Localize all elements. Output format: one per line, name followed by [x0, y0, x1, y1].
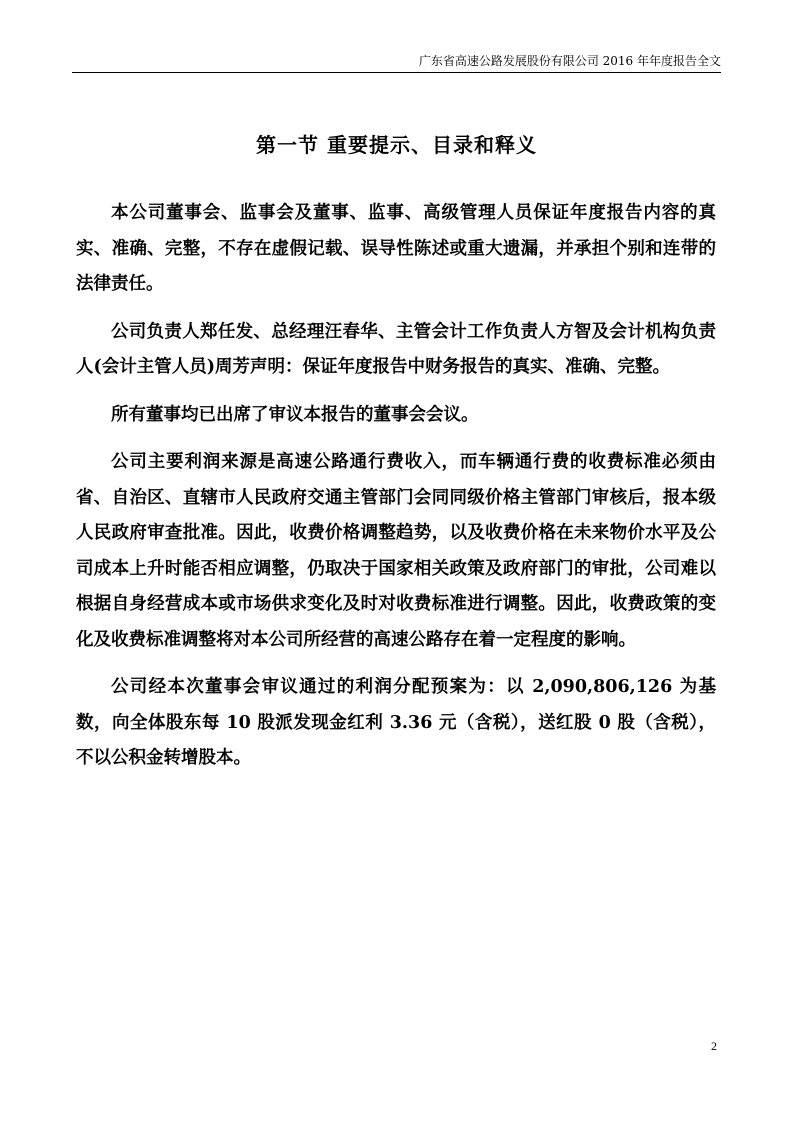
paragraph-declaration: 公司负责人郑任发、总经理汪春华、主管会计工作负责人方智及会计机构负责人(会计主管人员)周芳声明：保证年度报告中财务报告的真实、准确、完整。 [76, 321, 716, 377]
body-text [76, 196, 716, 789]
paragraph-risk: 公司主要利润来源是高速公路通行费收入，而车辆通行费的收费标准必须由省、自治区、直辖市人民政府交通主管部门会同同级价格主管部门审核后，报本级人民政府审查批准。因此，收费价格调整趋势，以及收费价格在未来物价水平及公司成本上升时能否相应调整，仍取决于国家相关政策及政府部门的审批，公司难以根据自身经营成本或市场供求变化及时对收费标准进行调整。因此，收费政策的变化及收费标准调整将对本公司所经营的高速公路存在着一定程度的影响。 [76, 452, 716, 650]
paragraph-responsibility: 本公司董事会、监事会及董事、监事、高级管理人员保证年度报告内容的真实、准确、完整，不存在虚假记载、误导性陈述或重大遗漏，并承担个别和连带的法律责任。 [76, 203, 716, 294]
paragraph-profit-distribution: 公司经本次董事会审议通过的利润分配预案为：以 2,090,806,126 为基数，向全体股东每 10 股派发现金红利 3.36 元（含税），送红股 0 股（含税），不以公积金转增股本。 [76, 677, 716, 768]
paragraph-attendance: 所有董事均已出席了审议本报告的董事会会议。 [111, 404, 479, 425]
page-number: 2 [711, 1039, 717, 1053]
section-title: 第一节 重要提示、目录和释义 [256, 133, 537, 157]
page-header [72, 50, 721, 73]
header-title: 广东省高速公路发展股份有限公司 2016 年年度报告全文 [418, 54, 721, 68]
